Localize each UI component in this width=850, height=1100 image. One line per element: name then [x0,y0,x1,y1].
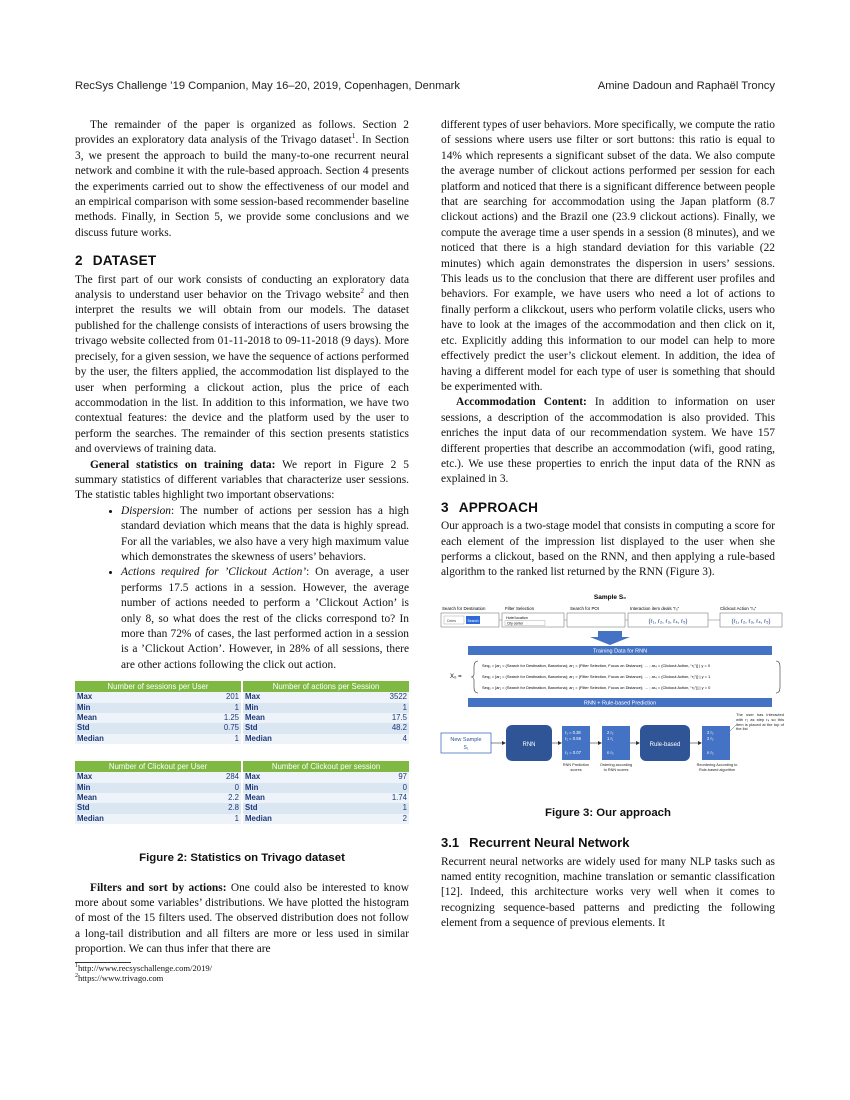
arrow-head-icon [598,741,602,745]
table-title: Number of Clickout per User [75,761,241,772]
figure-3-diagram [438,589,784,794]
sequence-line: Seq₀ = [ar₁ = (Search for Destination, Barcelona); ar₂ = (Filter Selection, Focus on Distance); … ; ar₄ = (Clickout Action, “r₁”)] | y = 0 [482,662,711,668]
stats-table [243,681,409,744]
left-column [75,118,409,984]
filter-option: Hotel location [506,615,528,620]
running-header-left: RecSys Challenge ’19 Companion, May 16–20, 2019, Copenhagen, Denmark [75,80,460,92]
table-row: Mean 17.5 [245,713,407,722]
section-3-heading: 3 APPROACH [441,499,539,515]
step-label: Search for Destination [442,605,486,611]
dataset-paragraph: The first part of our work consists of conducting an exploratory data analysis to understand user behavior on the Trivago website$^2$ and then interpret the results we will obtain from our models. The dataset published for the challenge consists of interactions of users browsing the trivago website collected from 01-11-2018 to 09-11-2018 (9 days). More precisely, for a given session, we have the sequence of actions performed by the user, the filters applied, the accommodation list displayed to the user when performing a clickout action, plus the price of each accommodation in the list. In addition to this information, we have two contextual features: the device and the platform used by the user to perform the searches. The remainder of this section presents statistics and overviews of training data. [75,273,409,456]
prediction-banner-label: RNN + Rule-based Prediction [583,700,657,707]
reordered-value: 2 r₂ [707,729,714,735]
rule-based-label: Rule-based [649,741,681,748]
footnote: $^1$http://www.recsyschallenge.com/2019/ [75,962,213,973]
intro-paragraph: The remainder of the paper is organized as follows. Section 2 provides an exploratory data analysis of the Trivago dataset$^1$. In Section 3, we present the approach to build the many-to-one recurrent neural network and combine it with the rule-based approach. Section 4 presents the experiments carried out to show the effectiveness of our model and an empirical comparison with some session-based recommender baseline methods. Finally, in Section 5, we provide some conclusions and we discuss future works. [75,119,409,239]
step-label: Interaction item deals “r₃” [630,605,680,611]
accommodation-paragraph: Accommodation Content: In addition to information on user sessions, a description of the accommodation is also provided. This enriches the input data of our recommendation system. We have 157 different properties that describe an accommodation (wifi, good rating, etc.). We use these properties to enrich the input data of the RNN as explained in 3. [441,396,775,486]
table-row: Median 1 [77,733,239,743]
right-column [441,118,784,932]
score-value: r₃ = 0.07 [565,749,582,755]
interaction-set: (r₁, r₂, r₃, r₄, r₅) [648,618,688,625]
subsection-3-1-heading: 3.1 Recurrent Neural Network [441,835,630,851]
scores-caption: RNN Prediction scores [562,762,590,772]
score-value: r₂ = 0.56 [565,735,581,741]
filters-paragraph-continued: different types of user behaviors. More specifically, we compute the ratio of sessions where users use filter or sort buttons: this ratio is equal to 14% which represents a significant subset of the data. We also compute the average number of clickout actions performed per session for each platform and noticed that there is a significant difference between people that are searching for accommodation using the Japan platform (8.7 clickout actions) and the Brazil one (23.9 clickout actions). Finally, we compute the average time a user spends in a session (8 minutes), and we noticed that there is a high standard deviation for this variable (22 minutes) which again demonstrates the dispersion in users’ sessions. This leads us to the conclusion that there are different user profiles and behaviors. For example, we have users who need a lot of actions to finally perform a clikckout, users who perform volatile clicks, users who have to look at the images of the accommodation and then click on it, etc. Explicitly adding this information to our model can help to more effectively predict the user’s clickout element. In addition, the idea of having a different model for each type of user is something that should be experimented with. [441,119,775,393]
note-box [736,713,784,741]
left-brace [471,661,478,693]
step-label: Clickout Action “r₄” [720,605,757,611]
sequence-line: Seq₀ = [ar₁ = (Search for Destination, Barcelona); ar₂ = (Filter Selection, Focus on Distance); … ; ar₄ = (Clickout Action, “r₅”)] | y = 0 [482,684,711,690]
table-row: Std 1 [245,803,407,813]
table-row: Median 2 [245,813,407,823]
sample-title: Sample S₀ [593,593,627,601]
right-brace [776,661,780,693]
rnn-label: RNN [522,741,536,748]
table-title: Number of Clickout per session [243,761,409,772]
step-label: Filter Selection [505,605,535,611]
x0-label: X₀ = [450,673,462,680]
rnn-paragraph: Recurrent neural networks are widely used for many NLP tasks such as named entity recognition, machine translation or semantic classification [12]. Indeed, this architecture works very well when it comes to recognizing sequence-based patterns and predicting the following element from a sequence of previous elements. It [441,855,775,930]
reordered-value: 2 r₂ [707,735,714,741]
table-row: Median 1 [77,813,239,823]
date-field-text: Dates [447,618,457,623]
footnote-ref-2[interactable]: 2 [360,286,365,296]
table-row: Std 0.75 [77,723,239,733]
approach-paragraph: Our approach is a two-stage model that consists in computing a score for each element of the impression list displayed to the user when she performs a clickout, based on the RNN, and then applying a rule-based algorithm to the ranked list returned by the RNN (Figure 3). [441,520,775,579]
down-arrow-icon [590,631,630,645]
table-row: Min 1 [77,702,239,712]
step-label: Search for POI [570,605,600,611]
table-title: Number of actions per Session [243,681,409,692]
new-sample-sub: S₁ [463,744,469,751]
table-row: Mean 2.2 [77,793,239,802]
list-item: • Dispersion: The number of actions per session has a high standard deviation which means that the data is highly spread. For all the variables, we also have a very high maximum value which demonstrates the skewness of users’ behaviors. [121,504,409,566]
figure-2-statistics-tables [75,681,409,839]
table-row: Max 284 [77,772,239,782]
footnote-link[interactable]: https://www.trivago.com [78,973,164,984]
figure-2-caption: Figure 2: Statistics on Trivago dataset [139,852,345,865]
clickout-set: (r₁, r₂, r₃, r₄, r₅) [731,618,771,625]
general-stats-paragraph: General statistics on training data: We report in Figure 2 5 summary statistics of different variables that characterize user sessions. The statistic tables highlight two important observations: [75,458,409,502]
table-row: Min 1 [245,702,407,712]
table-row: Mean 1.74 [245,793,407,802]
section-2-heading: 2 DATASET [75,253,157,269]
table-title: Number of sessions per User [75,681,241,692]
footnote-ref-1[interactable]: 1 [351,131,356,141]
arrow-head-icon [558,741,562,745]
stats-table [75,761,241,824]
table-row: Min 0 [77,782,239,792]
search-button-label: Search [467,618,479,623]
note-text: The user has interacted with r₂ as step r₄ so this item is placed at the top of the list [736,712,784,732]
figure-3-caption: Figure 3: Our approach [545,806,671,819]
running-header-right: Amine Dadoun and Raphaël Troncy [597,80,775,92]
ordered-value: n r₃ [607,749,614,755]
score-value: r₁ = 0.38 [565,729,581,735]
filter-option: City center [507,621,524,626]
new-sample-label: New Sample [450,736,482,743]
training-data-banner-label: Training Data for RNN [592,648,648,655]
ordered-caption: Ordering according to RNN scores [599,762,633,772]
table-row: Min 0 [245,782,407,792]
reordered-caption: Reordering According to Rule-based algorithm [696,762,738,772]
arrow-head-icon [698,741,702,745]
list-item: • Actions required for ’Clickout Action’: On average, a user performs 17.5 actions in a session. However, the average number of actions needed to perform a ’Clickout Action’ is only 8, so what does the rest of the clicks correspond to? In more than 72% of cases, the last performed action in a session is a ’Clickout Action’. However, in 28% of all sessions, there are other actions following the click out action. [121,565,409,673]
filters-paragraph: Filters and sort by actions: One could also be interested to know more about some variables’ distributions. We have plotted the histogram of most of the 15 filters used. The observed distribution does not follow a long-tail distribution and all filters are more or less used in similar proportion. We can thus infer that there are [75,881,409,956]
ordered-value: 1 r₁ [607,735,614,741]
arrow-head-icon [502,741,506,745]
table-row: Mean 1.25 [77,713,239,722]
search-poi-box [567,613,625,627]
table-row: Max 3522 [245,692,407,702]
arrow-head-icon [636,741,640,745]
ordered-value: 2 r₂ [607,729,614,735]
table-row: Std 2.8 [77,803,239,813]
table-row: Median 4 [245,733,407,743]
stats-table [243,761,409,824]
sequence-line: Seq₀ = [ar₁ = (Search for Destination, Barcelona); ar₂ = (Filter Selection, Focus on Distance); … ; ar₄ = (Clickout Action, “r₂”)] | y = 1 [482,673,711,679]
footnote-link[interactable]: http://www.recsyschallenge.com/2019/ [78,962,213,973]
footnote: $^2$https://www.trivago.com [75,973,164,984]
table-row: Std 48.2 [245,723,407,733]
approach-diagram [438,589,784,794]
observations-list [75,504,409,673]
stats-table [75,681,241,744]
table-row: Max 97 [245,772,407,782]
table-row: Max 201 [77,692,239,702]
reordered-value: n r₃ [707,749,714,755]
